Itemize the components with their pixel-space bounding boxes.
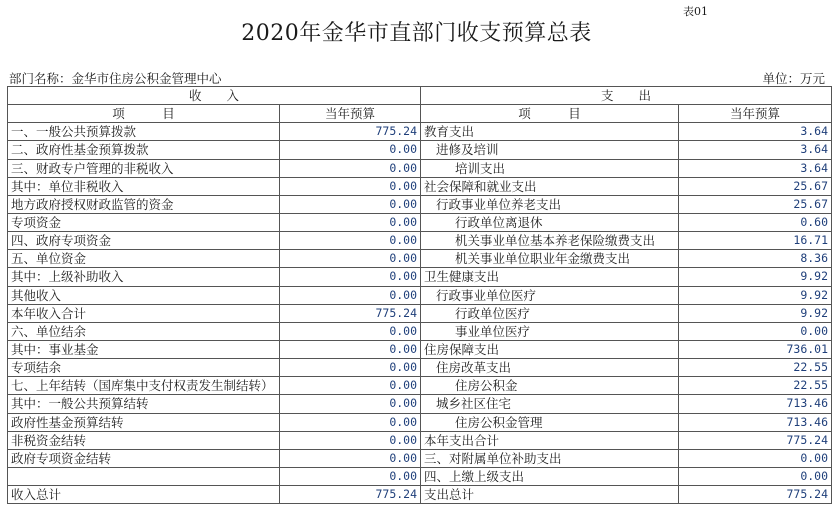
income-value-cell: 0.00 — [280, 395, 421, 413]
income-item-cell: 其他收入 — [8, 286, 280, 304]
income-item-cell: 四、政府专项资金 — [8, 232, 280, 250]
expenditure-item-cell: 机关事业单位基本养老保险缴费支出 — [421, 232, 679, 250]
expenditure-item-cell: 行政事业单位养老支出 — [421, 195, 679, 213]
income-item-cell: 非税资金结转 — [8, 431, 280, 449]
expenditure-item-cell: 社会保障和就业支出 — [421, 177, 679, 195]
income-value-cell: 0.00 — [280, 449, 421, 467]
page-title: 2020年金华市直部门收支预算总表 — [241, 21, 592, 46]
table-row — [8, 177, 832, 195]
expenditure-item-cell: 住房保障支出 — [421, 340, 679, 358]
income-value-cell: 775.24 — [280, 123, 421, 141]
table-row — [8, 213, 832, 231]
table-row — [8, 123, 832, 141]
income-value-cell: 0.00 — [280, 413, 421, 431]
table-row — [8, 413, 832, 431]
expenditure-item-cell: 培训支出 — [421, 159, 679, 177]
income-value-cell: 0.00 — [280, 232, 421, 250]
budget-table — [7, 86, 832, 504]
table-row — [8, 322, 832, 340]
income-item-cell: 收入总计 — [8, 486, 280, 504]
income-value-cell: 0.00 — [280, 340, 421, 358]
income-value-cell: 0.00 — [280, 195, 421, 213]
income-item-cell: 其中：上级补助收入 — [8, 268, 280, 286]
expenditure-header: 支 出 — [421, 87, 832, 105]
expenditure-item-cell: 住房公积金管理 — [421, 413, 679, 431]
expenditure-item-cell: 城乡社区住宅 — [421, 395, 679, 413]
expenditure-item-cell: 进修及培训 — [421, 141, 679, 159]
income-value-cell: 0.00 — [280, 213, 421, 231]
table-row — [8, 467, 832, 485]
expenditure-item-cell: 行政单位离退休 — [421, 213, 679, 231]
expenditure-item-cell: 行政单位医疗 — [421, 304, 679, 322]
income-item-cell: 六、单位结余 — [8, 322, 280, 340]
income-item-cell: 七、上年结转（国库集中支付权责发生制结转） — [8, 377, 280, 395]
expenditure-value-cell: 775.24 — [679, 486, 832, 504]
expenditure-value-cell: 713.46 — [679, 413, 832, 431]
income-item-cell: 其中：单位非税收入 — [8, 177, 280, 195]
expenditure-item-cell: 机关事业单位职业年金缴费支出 — [421, 250, 679, 268]
table-row — [8, 286, 832, 304]
table-row — [8, 195, 832, 213]
expenditure-value-cell: 22.55 — [679, 359, 832, 377]
expenditure-item-cell: 卫生健康支出 — [421, 268, 679, 286]
expenditure-item-cell: 教育支出 — [421, 123, 679, 141]
income-value-cell: 0.00 — [280, 377, 421, 395]
income-item-cell: 二、政府性基金预算拨款 — [8, 141, 280, 159]
income-item-cell: 其中：事业基金 — [8, 340, 280, 358]
income-item-cell: 政府专项资金结转 — [8, 449, 280, 467]
income-item-cell: 五、单位资金 — [8, 250, 280, 268]
table-row — [8, 377, 832, 395]
income-value-cell: 0.00 — [280, 250, 421, 268]
income-item-cell: 三、财政专户管理的非税收入 — [8, 159, 280, 177]
income-value-cell: 775.24 — [280, 304, 421, 322]
table-row — [8, 486, 832, 504]
income-value-cell: 0.00 — [280, 431, 421, 449]
table-row — [8, 449, 832, 467]
income-budget-header: 当年预算 — [280, 105, 421, 123]
table-row — [8, 141, 832, 159]
table-row — [8, 232, 832, 250]
unit-label: 单位：万元 — [762, 71, 825, 86]
expenditure-value-cell: 775.24 — [679, 431, 832, 449]
expenditure-value-cell: 9.92 — [679, 304, 832, 322]
income-value-cell: 0.00 — [280, 467, 421, 485]
income-item-cell — [8, 467, 280, 485]
table-row — [8, 431, 832, 449]
expenditure-item-cell: 四、上缴上级支出 — [421, 467, 679, 485]
income-item-cell: 其中：一般公共预算结转 — [8, 395, 280, 413]
department-name: 部门名称：金华市住房公积金管理中心 — [9, 71, 222, 86]
expenditure-value-cell: 0.60 — [679, 213, 832, 231]
table-row — [8, 159, 832, 177]
expenditure-value-cell: 0.00 — [679, 467, 832, 485]
expenditure-value-cell: 9.92 — [679, 286, 832, 304]
expenditure-value-cell: 3.64 — [679, 123, 832, 141]
income-item-cell: 政府性基金预算结转 — [8, 413, 280, 431]
expenditure-item-cell: 支出总计 — [421, 486, 679, 504]
income-value-cell: 0.00 — [280, 159, 421, 177]
expenditure-value-cell: 3.64 — [679, 159, 832, 177]
expenditure-value-cell: 25.67 — [679, 177, 832, 195]
expenditure-value-cell: 16.71 — [679, 232, 832, 250]
income-value-cell: 0.00 — [280, 359, 421, 377]
expenditure-item-header: 项 目 — [421, 105, 679, 123]
expenditure-budget-header: 当年预算 — [679, 105, 832, 123]
expenditure-value-cell: 0.00 — [679, 322, 832, 340]
income-value-cell: 0.00 — [280, 177, 421, 195]
table-row — [8, 359, 832, 377]
income-item-cell: 本年收入合计 — [8, 304, 280, 322]
income-header: 收 入 — [8, 87, 421, 105]
income-value-cell: 775.24 — [280, 486, 421, 504]
expenditure-value-cell: 8.36 — [679, 250, 832, 268]
income-value-cell: 0.00 — [280, 141, 421, 159]
expenditure-value-cell: 713.46 — [679, 395, 832, 413]
table-row — [8, 250, 832, 268]
table-row — [8, 304, 832, 322]
table-row — [8, 268, 832, 286]
header-row-columns — [8, 105, 832, 123]
income-value-cell: 0.00 — [280, 268, 421, 286]
expenditure-value-cell: 25.67 — [679, 195, 832, 213]
income-item-cell: 专项结余 — [8, 359, 280, 377]
expenditure-value-cell: 0.00 — [679, 449, 832, 467]
expenditure-value-cell: 22.55 — [679, 377, 832, 395]
table-row — [8, 340, 832, 358]
expenditure-item-cell: 三、对附属单位补助支出 — [421, 449, 679, 467]
expenditure-item-cell: 行政事业单位医疗 — [421, 286, 679, 304]
expenditure-value-cell: 3.64 — [679, 141, 832, 159]
income-item-cell: 专项资金 — [8, 213, 280, 231]
table-row — [8, 395, 832, 413]
header-row-sections — [8, 87, 832, 105]
expenditure-value-cell: 736.01 — [679, 340, 832, 358]
expenditure-item-cell: 本年支出合计 — [421, 431, 679, 449]
expenditure-value-cell: 9.92 — [679, 268, 832, 286]
income-item-cell: 一、一般公共预算拨款 — [8, 123, 280, 141]
expenditure-item-cell: 事业单位医疗 — [421, 322, 679, 340]
income-item-cell: 地方政府授权财政监管的资金 — [8, 195, 280, 213]
table-id: 表01 — [683, 5, 708, 18]
income-item-header: 项 目 — [8, 105, 280, 123]
expenditure-item-cell: 住房公积金 — [421, 377, 679, 395]
income-value-cell: 0.00 — [280, 286, 421, 304]
income-value-cell: 0.00 — [280, 322, 421, 340]
expenditure-item-cell: 住房改革支出 — [421, 359, 679, 377]
